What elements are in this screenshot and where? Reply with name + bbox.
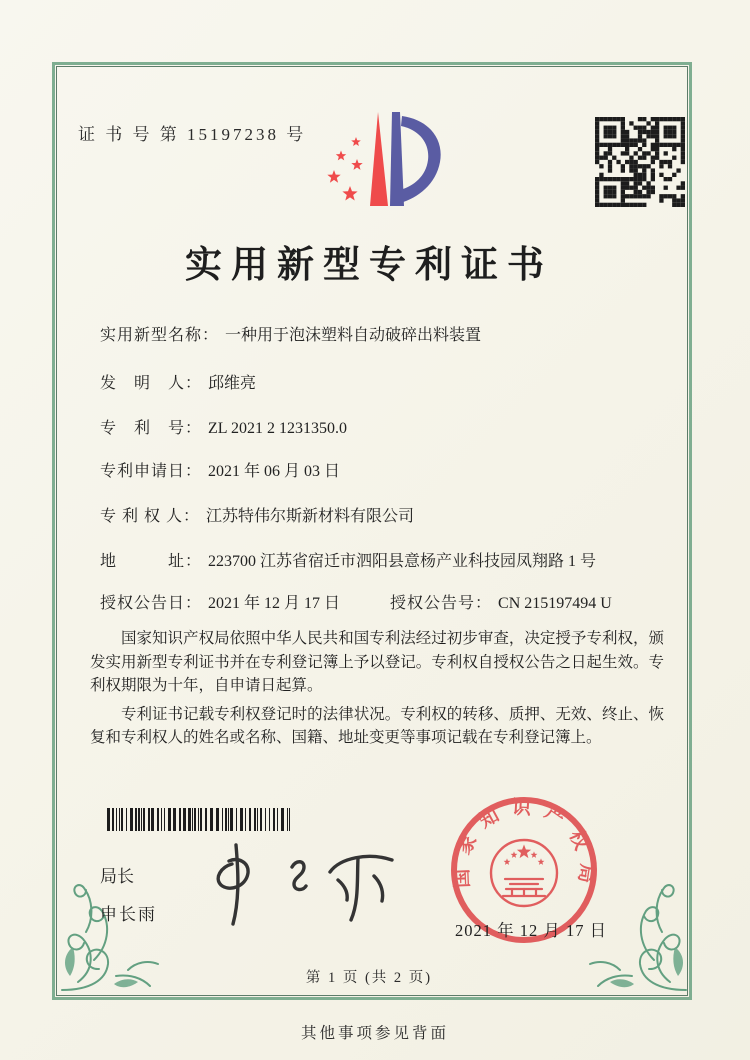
field-row-inventor [100,370,256,393]
director-name: 申长雨 [100,905,157,924]
barcode-icon [107,808,293,831]
field-label: 授权公告号： [390,595,493,612]
field-row-utility-model-name [100,322,481,345]
field-label: 授权公告日： [100,595,203,612]
field-value: 2021 年 06 月 03 日 [208,463,341,480]
certificate-fields [100,322,645,622]
field-row-patentee [100,503,414,526]
legal-text [90,627,664,750]
field-value: 邱维亮 [208,375,257,392]
seal-date: 2021 年 12 月 17 日 [455,921,608,940]
field-label: 地 址： [100,553,203,570]
grant-number [390,595,612,612]
field-value: CN 215197494 U [498,595,612,612]
field-value: 223700 江苏省宿迁市泗阳县意杨产业科技园凤翔路 1 号 [208,553,597,570]
legal-paragraph-2: 专利证书记载专利权登记时的法律状况。专利权的转移、质押、无效、终止、恢复和专利权人的姓名或名称、国籍、地址变更等事项记载在专利登记簿上。 [90,705,664,746]
field-value: 2021 年 12 月 17 日 [208,595,341,612]
director-block [100,862,157,925]
qr-code-icon [595,117,685,207]
field-label: 实用新型名称： [100,327,220,344]
back-side-note: 其他事项参见背面 [300,1025,449,1042]
field-value: 江苏特伟尔斯新材料有限公司 [206,508,415,525]
field-row-address [100,548,596,571]
legal-paragraph-1: 国家知识产权局依照中华人民共和国专利法经过初步审查，决定授予专利权，颁发实用新型专利证书并在专利登记簿上予以登记。专利权自授权公告之日起生效。专利权期限为十年，自申请日起算。 [90,630,664,694]
field-label: 发 明 人： [100,375,203,392]
field-value: ZL 2021 2 1231350.0 [208,420,347,437]
certificate-title: 实用新型专利证书 [185,245,553,286]
field-label: 专 利 权 人： [100,508,201,525]
handwritten-signature-icon [192,840,407,930]
field-row-patent-number [100,415,347,438]
cnipa-logo-icon [306,106,442,212]
field-label: 专 利 号： [100,420,203,437]
certificate-number: 证 书 号 第 15197238 号 [78,125,307,144]
field-row-grant-date [100,590,612,613]
field-label: 专利申请日： [100,463,203,480]
director-title: 局长 [100,867,134,886]
seal-text: 国家知识产权局 [451,797,598,897]
page-number: 第 1 页 (共 2 页) [305,970,433,986]
field-row-filing-date [100,458,340,481]
field-value: 一种用于泡沫塑料自动破碎出料装置 [225,327,482,344]
